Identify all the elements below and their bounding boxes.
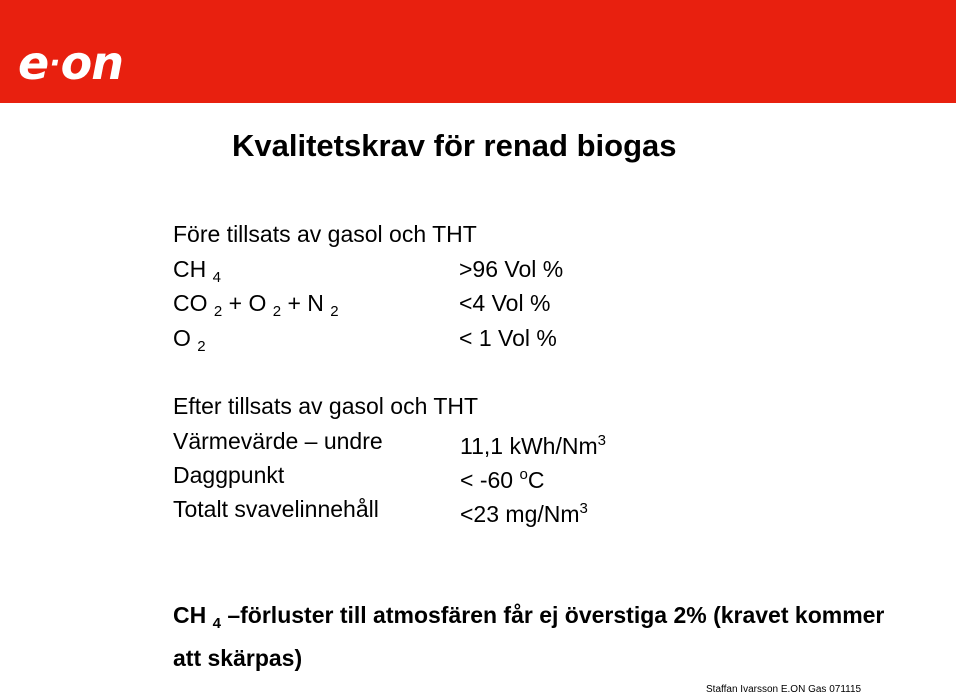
row-o2-label: O $_2$ xyxy=(173,325,206,355)
row-daggpunkt-value: < -60 $^o$C xyxy=(460,466,545,493)
row-daggpunkt-label: Daggpunkt xyxy=(173,462,285,488)
header-bar xyxy=(0,0,956,103)
row-svavel-label: Totalt svavelinnehåll xyxy=(173,496,379,522)
page-title: Kvalitetskrav för renad biogas xyxy=(232,128,677,163)
section2-heading: Efter tillsats av gasol och THT xyxy=(173,393,479,419)
row-o2-value: < 1 Vol % xyxy=(459,325,557,351)
methane-loss-note: CH $_4$ –förluster till atmosfären får ej överstiga 2% (kravet kommer att skärpas) xyxy=(173,602,885,671)
row-ch4-label: CH $_4$ xyxy=(173,256,221,286)
row-varmevarde-value: 11,1 kWh/Nm$^3$ xyxy=(460,432,606,459)
footer-credit: Staffan Ivarsson E.ON Gas 071115 xyxy=(706,684,862,695)
eon-logo: e·on xyxy=(18,36,123,90)
section1-heading: Före tillsats av gasol och THT xyxy=(173,221,477,247)
row-co2-value: <4 Vol % xyxy=(459,290,551,316)
row-ch4-value: >96 Vol % xyxy=(459,256,564,282)
row-svavel-value: <23 mg/Nm$^3$ xyxy=(460,500,588,527)
row-co2-label: CO $_2$ + O $_2$ + N $_2$ xyxy=(173,290,339,320)
row-varmevarde-label: Värmevärde – undre xyxy=(173,428,383,454)
